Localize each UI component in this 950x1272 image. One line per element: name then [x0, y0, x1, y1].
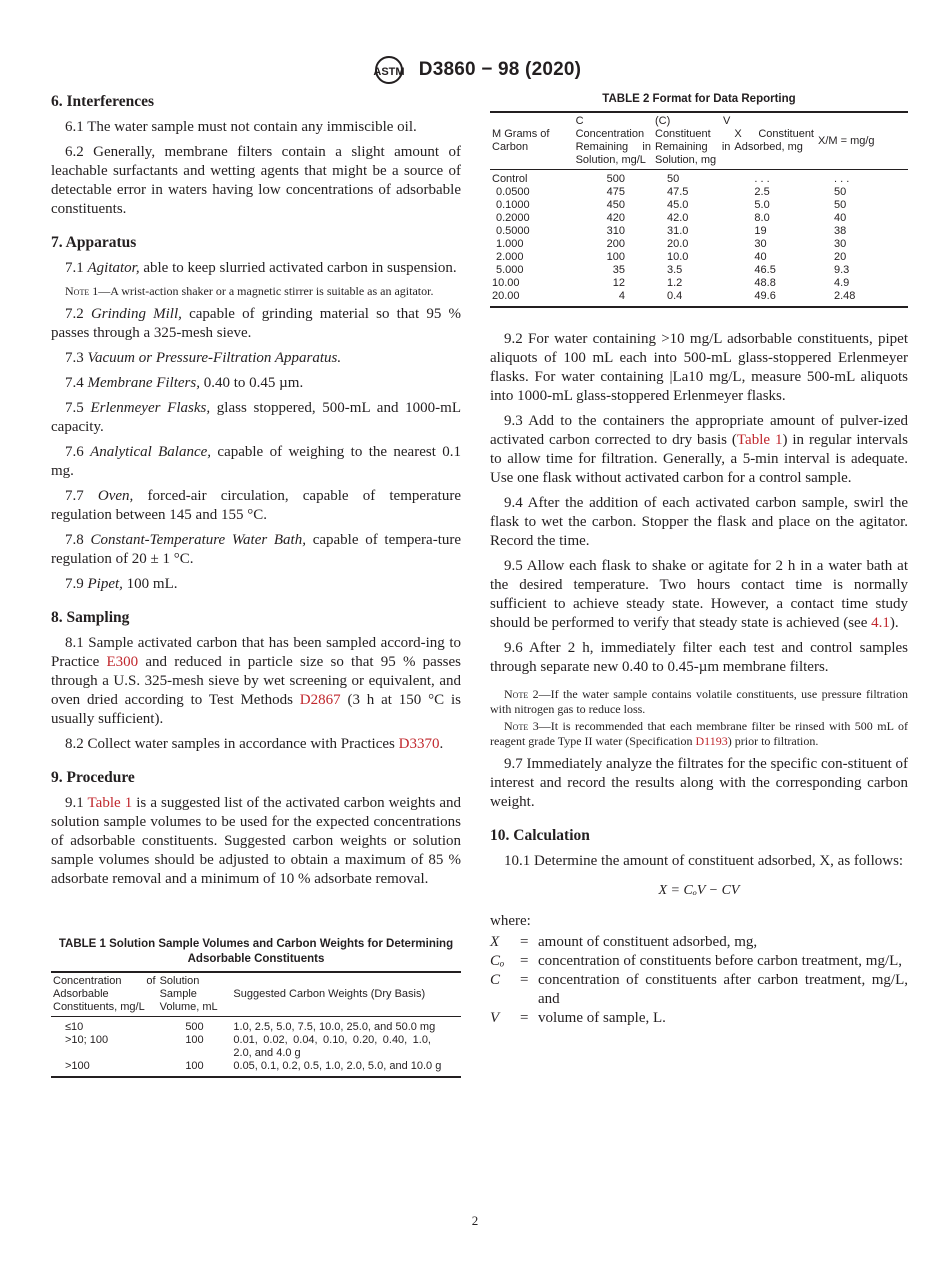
note-label: Note 3	[504, 719, 539, 733]
item-text: 100 mL.	[122, 576, 178, 592]
table-cell: 20.00	[492, 290, 520, 302]
table-row	[490, 186, 908, 199]
item-term: Grinding Mill,	[90, 306, 182, 322]
definition-row	[490, 1009, 908, 1028]
table-2-grid	[490, 111, 908, 308]
column-header: Suggested Carbon Weights (Dry Basis)	[233, 988, 426, 1000]
table-cell: 47.5	[667, 186, 689, 198]
table-cell: 38	[834, 225, 847, 237]
section-apparatus	[51, 233, 461, 594]
table-cell: 475	[606, 186, 625, 198]
table-cell: 20	[834, 251, 847, 263]
text-run: and reduced in particle size so that 95 % passes through a U.S. 325-mesh sieve by wet screening or equivalent, and oven dried according to Test Methods	[51, 654, 461, 708]
paragraph	[490, 557, 908, 633]
table-cell: >10; 100	[65, 1034, 109, 1046]
item-number: 7.7	[65, 488, 84, 504]
equals-sign: =	[520, 953, 529, 969]
table-row	[490, 251, 908, 264]
apparatus-item	[51, 575, 461, 594]
table-cell: 31.0	[667, 225, 689, 237]
text-run: ).	[889, 615, 899, 631]
paragraph: 9.2 For water containing >10 mg/L adsorbable constituents, pipet aliquots of 100 mL each into 500-mL glass-stoppered Erlenmeyer flasks. For water containing |La10 mg/L, measure 500-mL aliquots into 1000-mL glass-stoppered Erlenmeyer flasks.	[490, 331, 908, 404]
column-header: (C) V Constituent Remaining in Solution, mg	[655, 115, 731, 166]
text-run: (3 h at 150 °C is usually sufficient).	[51, 692, 461, 727]
item-text: capable of weighing to the nearest 0.1 mg.	[51, 444, 461, 479]
astm-logo-icon	[369, 55, 409, 85]
table-cell: 100	[185, 1034, 204, 1046]
item-term: Agitator,	[87, 260, 140, 276]
link-section-4-1[interactable]: 4.1	[871, 615, 890, 631]
table-cell: 4.9	[834, 277, 850, 289]
link-d2867[interactable]: D2867	[299, 692, 341, 708]
apparatus-item	[51, 305, 461, 343]
item-number: 7.6	[65, 444, 84, 460]
text-run: 8.1 Sample activated carbon that has been sampled accord-ing to Practice	[51, 635, 461, 670]
equals-sign: =	[520, 972, 529, 988]
table-cell: 5.000	[496, 264, 524, 276]
table-cell: 0.01, 0.02, 0.04, 0.10, 0.20, 0.40, 1.0, 2.0, and 4.0 g	[233, 1034, 431, 1059]
item-term: Oven,	[97, 488, 134, 504]
column-header: M Grams of Carbon	[492, 128, 550, 153]
table-row	[490, 170, 908, 187]
item-number: 7.2	[65, 306, 84, 322]
section-interferences	[51, 92, 461, 219]
table-cell: >100	[65, 1060, 90, 1072]
page-header	[0, 55, 950, 85]
table-cell: Control	[492, 173, 528, 185]
note-text: —If the water sample contains volatile constituents, use pressure filtration with nitrogen gas to reduce loss.	[490, 687, 908, 716]
note-label: Note 2	[504, 687, 539, 701]
table-cell: 2.48	[834, 290, 856, 302]
right-column	[490, 92, 908, 1042]
note-text: —It is recommended that each membrane filter be rinsed with 500 mL of reagent grade Type II water (Specification	[490, 719, 908, 748]
paragraph	[51, 634, 461, 729]
text-run: ) in regular intervals to allow time for filtration. Generally, a 5-min interval is adequate. Use one flask without activated carbon for a control sample.	[490, 432, 909, 486]
paragraph	[51, 735, 461, 754]
table-row	[490, 238, 908, 251]
link-table-1[interactable]: Table 1	[736, 432, 783, 448]
note-1	[51, 284, 461, 299]
table-cell: 48.8	[754, 277, 776, 289]
item-number: 7.9	[65, 576, 84, 592]
apparatus-item	[51, 399, 461, 437]
table-cell: 500	[185, 1021, 204, 1033]
item-text: able to keep slurried activated carbon in suspension.	[139, 260, 457, 276]
table-cell: 2.5	[754, 186, 770, 198]
note-2	[490, 687, 908, 717]
paragraph: 10.1 Determine the amount of constituent adsorbed, X, as follows:	[504, 853, 904, 869]
paragraph: 9.7 Immediately analyze the filtrates for the specific con-stituent of interest and record the results along with the corresponding carbon weight.	[490, 756, 909, 810]
table-cell: 46.5	[754, 264, 776, 276]
where-label: where:	[490, 913, 531, 929]
item-text: forced-air circulation, capable of temperature regulation between 145 and 155 °C.	[51, 488, 461, 523]
section-procedure	[51, 768, 461, 889]
table-cell: 40	[754, 251, 767, 263]
table-cell: 0.4	[667, 290, 683, 302]
table-cell: 30	[834, 238, 847, 250]
text-run: 8.2 Collect water samples in accordance with Practices	[65, 736, 399, 752]
definition: volume of sample, L.	[538, 1010, 666, 1026]
paragraph: 6.2 Generally, membrane filters contain a slight amount of leachable surfactants and wetting agents that might be a source of detectable error in waters having low concentrations of adsorbable constituents.	[51, 144, 461, 217]
column-header: C Concentration Remaining in Solution, mg/L	[575, 115, 651, 166]
column-header: Concentration of Adsorbable Constituents, mg/L	[53, 975, 156, 1013]
table-cell: 2.000	[496, 251, 524, 263]
table-1	[51, 937, 461, 1078]
document-designation: D3860 − 98 (2020)	[418, 59, 582, 80]
section-heading: 8. Sampling	[51, 609, 130, 626]
left-column	[51, 92, 461, 1078]
item-number: 7.8	[65, 532, 84, 548]
item-number: 7.5	[65, 400, 84, 416]
definition: concentration of constituents after carbon treatment, mg/L, and	[538, 972, 908, 1007]
note-text: —A wrist-action shaker or a magnetic stirrer is suitable as an agitator.	[98, 284, 434, 298]
equals-sign: =	[520, 934, 529, 950]
table-cell: 35	[612, 264, 625, 276]
item-text: capable of grinding material so that 95 % passes through a 325-mesh sieve.	[51, 306, 462, 341]
note-3	[490, 719, 908, 749]
item-term: Pipet,	[87, 576, 123, 592]
apparatus-item	[51, 349, 461, 368]
text-run: .	[439, 736, 444, 752]
table-cell: 0.1000	[496, 199, 530, 211]
table-cell: . . .	[754, 173, 770, 185]
table-cell: 42.0	[667, 212, 689, 224]
page-number: 2	[471, 1213, 479, 1228]
table-row	[51, 1017, 461, 1035]
table-cell: 500	[606, 173, 625, 185]
text-run: 9.5 Allow each flask to shake or agitate for 2 h in a water bath at the desired temperature. Two hours contact time is normally sufficient to achieve steady state. However, a contact time study should be performed to verify that steady state is achieved (see	[490, 558, 908, 631]
apparatus-item	[51, 443, 461, 481]
table-cell: ≤10	[65, 1021, 84, 1033]
item-term: Erlenmeyer Flasks,	[90, 400, 211, 416]
paragraph: 9.6 After 2 h, immediately filter each test and control samples through separate new 0.40 to 0.45-µm membrane filters.	[490, 640, 908, 675]
formula: X = CₒV − CV	[658, 883, 740, 898]
table-cell: 9.3	[834, 264, 850, 276]
symbol: V	[490, 1010, 500, 1026]
definition-row	[490, 971, 908, 1009]
item-term: Constant-Temperature Water Bath,	[90, 532, 306, 548]
text-run: is a suggested list of the activated carbon weights and solution sample volumes to be used for the expected concentrations of adsorbable constituents. Suggested carbon weights or solution sample volumes should be adjusted to obtain a maximum of 85 % adsorbate removal and a minimum of 10 % adsorbate removal.	[51, 795, 461, 887]
table-row	[51, 1034, 461, 1060]
table-row	[51, 1060, 461, 1077]
table-cell: 1.2	[667, 277, 683, 289]
table-caption: TABLE 2 Format for Data Reporting	[602, 93, 796, 105]
table-row	[490, 264, 908, 277]
column-header: X/M = mg/g	[818, 134, 875, 147]
item-text: glass stoppered, 500-mL and 1000-mL capacity.	[51, 400, 461, 435]
table-cell: 100	[185, 1060, 204, 1072]
table-cell: 5.0	[754, 199, 770, 211]
table-cell: 12	[612, 277, 625, 289]
equals-sign: =	[520, 1010, 529, 1026]
table-cell: 1.000	[496, 238, 524, 250]
section-heading: 6. Interferences	[51, 93, 155, 110]
link-d3370[interactable]: D3370	[398, 736, 440, 752]
table-cell: 310	[606, 225, 625, 237]
table-cell: 50	[834, 199, 847, 211]
table-row	[490, 225, 908, 238]
text-run: 9.1	[65, 795, 88, 811]
table-1-grid	[51, 971, 461, 1078]
link-e300[interactable]: E300	[106, 654, 139, 670]
table-cell: 10.00	[492, 277, 520, 289]
table-cell: 0.0500	[496, 186, 530, 198]
note-text: ) prior to filtration.	[727, 734, 819, 748]
section-sampling	[51, 608, 461, 754]
symbol: C	[490, 972, 501, 988]
table-cell: 20.0	[667, 238, 689, 250]
table-cell: 0.05, 0.1, 0.2, 0.5, 1.0, 2.0, 5.0, and 10.0 g	[233, 1060, 442, 1072]
svg-text:ASTM: ASTM	[373, 66, 405, 78]
section-heading: 10. Calculation	[490, 827, 590, 844]
table-2-body	[490, 170, 908, 308]
item-term: Vacuum or Pressure-Filtration Apparatus.	[87, 350, 342, 366]
table-cell: 200	[606, 238, 625, 250]
table-cell: 8.0	[754, 212, 770, 224]
table-cell: 10.0	[667, 251, 689, 263]
apparatus-item	[51, 487, 461, 525]
table-cell: 450	[606, 199, 625, 211]
table-cell: 49.6	[754, 290, 776, 302]
apparatus-item	[51, 259, 461, 278]
column-header: Solution Sample Volume, mL	[159, 975, 218, 1013]
table-2	[490, 92, 908, 308]
table-cell: 0.2000	[496, 212, 530, 224]
item-number: 7.3	[65, 350, 84, 366]
table-cell: 30	[754, 238, 767, 250]
table-cell: 4	[618, 290, 625, 302]
definition: concentration of constituents before carbon treatment, mg/L,	[538, 953, 903, 969]
item-term: Analytical Balance,	[90, 444, 212, 460]
paragraph	[490, 412, 908, 488]
section-heading: 7. Apparatus	[51, 234, 137, 251]
table-cell: 45.0	[667, 199, 689, 211]
definition-row	[490, 933, 908, 952]
definition-row	[490, 952, 908, 971]
table-cell: 420	[606, 212, 625, 224]
paragraph	[51, 794, 461, 889]
item-number: 7.4	[65, 375, 84, 391]
table-row	[490, 212, 908, 225]
column-header: X Constituent Adsorbed, mg	[734, 128, 814, 153]
item-text: capable of tempera-ture regulation of 20 ± 1 °C.	[51, 532, 462, 567]
symbol: Cₒ	[490, 953, 505, 969]
table-cell: . . .	[834, 173, 850, 185]
apparatus-item	[51, 374, 461, 393]
table-row	[490, 199, 908, 212]
link-table-1[interactable]: Table 1	[87, 795, 133, 811]
table-row	[490, 290, 908, 307]
section-calculation	[490, 826, 908, 1028]
item-number: 7.1	[65, 260, 84, 276]
table-cell: 1.0, 2.5, 5.0, 7.5, 10.0, 25.0, and 50.0 mg	[233, 1021, 436, 1033]
table-cell: 0.5000	[496, 225, 530, 237]
table-cell: 100	[606, 251, 625, 263]
text-run: 9.3 Add to the containers the appropriate amount of pulver-ized activated carbon corrected to dry basis (	[490, 413, 908, 448]
item-term: Membrane Filters,	[87, 375, 200, 391]
section-heading: 9. Procedure	[51, 769, 135, 786]
note-label: Note 1	[65, 284, 99, 298]
table-cell: 50	[667, 173, 680, 185]
table-cell: 40	[834, 212, 847, 224]
paragraph: 6.1 The water sample must not contain any immiscible oil.	[65, 119, 417, 135]
item-text: 0.40 to 0.45 µm.	[199, 375, 304, 391]
link-d1193[interactable]: D1193	[695, 734, 728, 748]
table-cell: 19	[754, 225, 767, 237]
symbol: X	[490, 934, 500, 950]
definition: amount of constituent adsorbed, mg,	[538, 934, 758, 950]
table-row	[490, 277, 908, 290]
apparatus-item	[51, 531, 461, 569]
table-cell: 50	[834, 186, 847, 198]
table-cell: 3.5	[667, 264, 683, 276]
paragraph: 9.4 After the addition of each activated carbon sample, swirl the flask to wet the carbon. Stopper the flask and place on the agitator. Record the time.	[490, 495, 908, 549]
table-caption: TABLE 1 Solution Sample Volumes and Carbon Weights for Determining Adsorbable Constituents	[58, 938, 454, 965]
